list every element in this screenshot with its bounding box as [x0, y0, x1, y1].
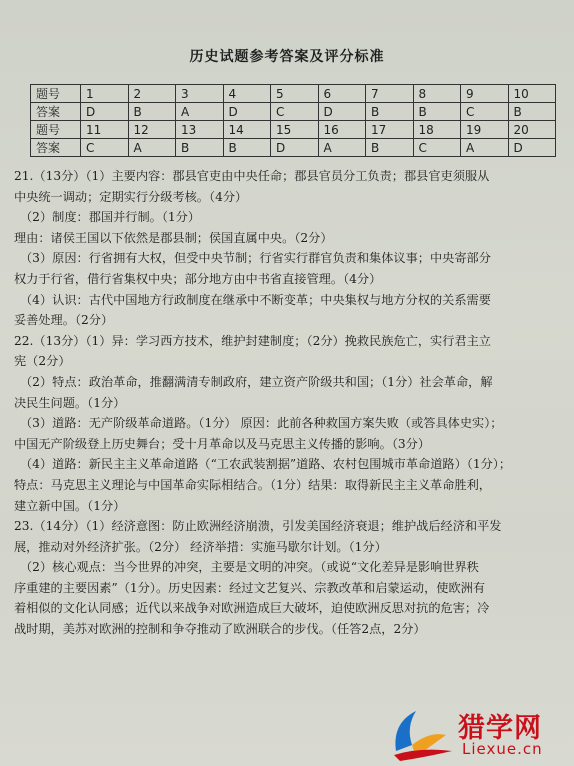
table-cell: 7 — [366, 85, 414, 103]
table-cell: D — [271, 139, 319, 157]
table-cell: A — [176, 103, 224, 121]
table-cell: 17 — [366, 121, 414, 139]
answer-line: 23.（14分）（1）经济意图：防止欧洲经济崩溃，引发美国经济衰退；维护战后经济和平发 — [14, 519, 502, 534]
table-row-header: 题号 — [31, 85, 81, 103]
table-row-header: 答案 — [31, 139, 81, 157]
table-row-header: 题号 — [31, 121, 81, 139]
table-cell: C — [413, 139, 461, 157]
table-cell: 15 — [271, 121, 319, 139]
answer-line: 序重建的主要因素”（1分）。历史因素：经过文艺复兴、宗教改革和启蒙运动，使欧洲有 — [14, 580, 486, 595]
answer-line: 战时期，美苏对欧洲的控制和争夺推动了欧洲联合的步伐。（任答2点，2分） — [14, 622, 426, 637]
table-cell: 9 — [461, 85, 509, 103]
answer-line: （4）道路：新民主主义革命道路（“工农武装割据”道路、农村包围城市革命道路）（1分）； — [20, 457, 512, 472]
answer-line: 21.（13分）（1）主要内容：郡县官吏由中央任命；郡县官员分工负责；郡县官吏须服从 — [14, 169, 490, 183]
answer-line: 理由：诸侯王国以下依然是郡县制；侯国直属中央。（2分） — [14, 230, 333, 245]
page-title: 历史试题参考答案及评分标准 — [189, 49, 385, 65]
table-cell: 20 — [508, 121, 556, 139]
table-cell: B — [413, 103, 461, 121]
table-cell: 16 — [318, 121, 366, 139]
table-row — [31, 103, 556, 121]
answer-line: （3）原因：行省拥有大权，但受中央节制；行省实行群官负责和集体议事；中央寄部分 — [20, 251, 491, 266]
watermark-url: Liexue.cn — [462, 740, 543, 758]
table-row — [31, 121, 556, 139]
table-cell: 11 — [81, 121, 129, 139]
table-cell: D — [81, 103, 129, 121]
table-cell: C — [271, 103, 319, 121]
table-cell: 1 — [81, 85, 129, 103]
table-cell: B — [176, 139, 224, 157]
table-row-header: 答案 — [31, 103, 81, 121]
table-cell: 6 — [318, 85, 366, 103]
table-cell: 19 — [461, 121, 509, 139]
answer-line: 决民生问题。（1分） — [14, 395, 126, 410]
answer-line: （3）道路：无产阶级革命道路。（1分） 原因：此前各种救国方案失败（或答具体史实）； — [20, 416, 503, 431]
table-cell: 12 — [128, 121, 176, 139]
table-cell: 5 — [271, 85, 319, 103]
answer-line: 权力于行省，借行省集权中央；部分地方由中书省直接管理。（4分） — [14, 271, 382, 286]
table-cell: 18 — [413, 121, 461, 139]
answer-line: 22.（13分）（1）异：学习西方技术，维护封建制度；（2分）挽救民族危亡，实行君主立 — [14, 333, 491, 348]
answer-text — [14, 166, 562, 640]
answer-line: 中央统一调动；定期实行分级考核。（4分） — [14, 189, 248, 204]
answer-line: 宪（2分） — [14, 354, 71, 369]
table-cell: B — [508, 103, 556, 121]
answer-line: （4）认识：古代中国地方行政制度在继承中不断变革；中央集权与地方分权的关系需要 — [20, 292, 491, 307]
answer-line: 展，推动对外经济扩张。（2分） 经济举措：实施马歇尔计划。（1分） — [14, 539, 387, 554]
table-cell: D — [318, 103, 366, 121]
watermark-name: 猎学网 — [458, 713, 542, 744]
table-cell: 4 — [223, 85, 271, 103]
answer-line: （2）制度：郡国并行制。（1分） — [20, 210, 201, 225]
table-cell: 3 — [176, 85, 224, 103]
table-cell: A — [128, 139, 176, 157]
table-cell: 14 — [223, 121, 271, 139]
table-cell: B — [223, 139, 271, 157]
answer-line: 建立新中国。（1分） — [14, 498, 126, 513]
answer-line: （2）核心观点：当今世界的冲突，主要是文明的冲突。（或说“文化差异是影响世界秩 — [20, 560, 479, 575]
answer-table — [30, 84, 556, 157]
table-cell: A — [318, 139, 366, 157]
table-row — [31, 139, 556, 157]
table-cell: D — [223, 103, 271, 121]
table-cell: B — [366, 103, 414, 121]
table-cell: 13 — [176, 121, 224, 139]
table-row — [31, 85, 556, 103]
table-cell: 2 — [128, 85, 176, 103]
answer-line: 妥善处理。（2分） — [14, 313, 114, 328]
table-cell: 10 — [508, 85, 556, 103]
answer-line: （2）特点：政治革命，推翻满清专制政府，建立资产阶级共和国；（1分）社会革命，解 — [20, 374, 493, 389]
answer-line: 中国无产阶级登上历史舞台；受十月革命以及马克思主义传播的影响。（3分） — [14, 436, 431, 451]
answer-line: 着相似的文化认同感；近代以来战争对欧洲造成巨大破坏，迫使欧洲反思对抗的危害；冷 — [14, 601, 490, 616]
table-cell: C — [81, 139, 129, 157]
table-cell: A — [461, 139, 509, 157]
table-cell: D — [508, 139, 556, 157]
table-cell: 8 — [413, 85, 461, 103]
table-cell: C — [461, 103, 509, 121]
answer-line: 特点：马克思主义理论与中国革命实际相结合。（1分）结果：取得新民主主义革命胜利， — [14, 477, 491, 492]
table-cell: B — [366, 139, 414, 157]
table-cell: B — [128, 103, 176, 121]
